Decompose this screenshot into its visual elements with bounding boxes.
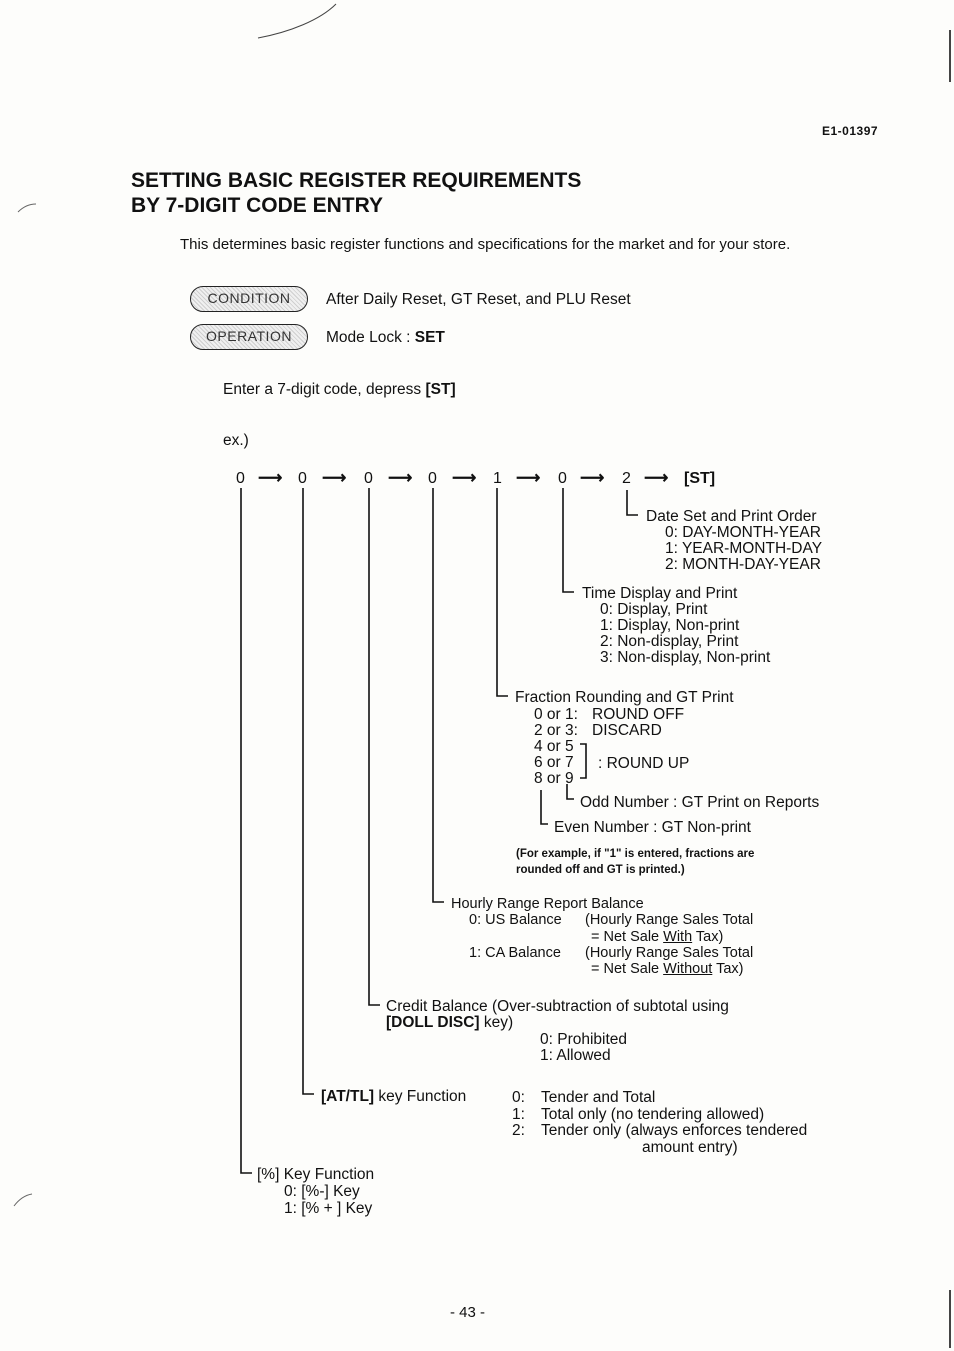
operation-badge: OPERATION [190, 324, 308, 350]
attl-code: 1: [512, 1106, 525, 1123]
fraction-code: 8 or 9 [534, 770, 574, 787]
fraction-value: DISCARD [592, 722, 662, 739]
hourly-title: Hourly Range Report Balance [451, 896, 644, 912]
time-display-option: 0: Display, Print [600, 601, 708, 618]
page-title [131, 168, 581, 218]
attl-code: 0: [512, 1089, 525, 1106]
percent-key-option: 1: [% + ] Key [284, 1200, 373, 1217]
attl-label: key Function [374, 1088, 467, 1105]
document-id: E1-01397 [822, 124, 879, 138]
arrow-icon: ⟶ [580, 468, 605, 487]
title-line-2: BY 7-DIGIT CODE ENTRY [131, 194, 384, 217]
mode-lock-label: Mode Lock : [326, 329, 415, 346]
title-line-1: SETTING BASIC REGISTER REQUIREMENTS [131, 169, 582, 192]
arrow-icon: ⟶ [452, 468, 477, 487]
code-digit-7: 2 [622, 470, 631, 487]
example-label: ex.) [223, 432, 249, 449]
arrow-icon: ⟶ [516, 468, 541, 487]
time-display-option: 1: Display, Non-print [600, 617, 740, 634]
hourly-ca-formula [591, 961, 743, 977]
formula-emphasis: Without [663, 961, 713, 977]
arrow-icon: ⟶ [322, 468, 347, 487]
arrow-icon: ⟶ [644, 468, 669, 487]
credit-option: 0: Prohibited [540, 1031, 628, 1048]
fraction-code: 2 or 3: [534, 722, 578, 739]
condition-text: After Daily Reset, GT Reset, and PLU Reset [326, 291, 631, 308]
credit-key-suffix: key) [479, 1014, 514, 1031]
code-digit-4: 0 [428, 470, 437, 487]
attl-key: [AT/TL] [321, 1088, 375, 1105]
hourly-us-label: 0: US Balance [469, 912, 562, 928]
code-digit-2: 0 [298, 470, 307, 487]
fraction-code: 4 or 5 [534, 738, 574, 755]
doll-disc-key: [DOLL DISC] [386, 1014, 480, 1031]
attl-option-continued: amount entry) [642, 1139, 738, 1156]
hourly-us-desc: (Hourly Range Sales Total [585, 912, 754, 928]
date-order-option: 0: DAY-MONTH-YEAR [665, 524, 821, 541]
fraction-note [516, 846, 754, 878]
formula-text: Tax) [692, 929, 724, 945]
fraction-code: 0 or 1: [534, 706, 578, 723]
st-key: [ST] [684, 470, 716, 487]
attl-option: Total only (no tendering allowed) [541, 1106, 765, 1123]
date-order-section [646, 509, 822, 573]
mode-lock-value: SET [414, 329, 445, 346]
attl-option: Tender only (always enforces tendered [541, 1122, 808, 1139]
formula-text: = Net Sale [591, 961, 664, 977]
attl-option: Tender and Total [541, 1089, 656, 1106]
credit-title: Credit Balance (Over-subtraction of subtotal using [386, 998, 729, 1015]
fraction-value: ROUND OFF [592, 706, 685, 723]
percent-key-option: 0: [%-] Key [284, 1183, 360, 1200]
arrow-icon: ⟶ [388, 468, 413, 487]
code-digit-6: 0 [558, 470, 567, 487]
formula-text: = Net Sale [591, 929, 664, 945]
hourly-us-formula [591, 929, 723, 945]
code-digit-1: 0 [236, 470, 245, 487]
odd-number-text: Odd Number : GT Print on Reports [580, 794, 820, 811]
credit-key-line [386, 1014, 513, 1032]
arrow-icon: ⟶ [258, 468, 283, 487]
fraction-note-line: (For example, if "1" is entered, fractions are [516, 848, 755, 860]
time-display-section [582, 586, 770, 666]
attl-title [321, 1088, 466, 1106]
percent-key-title: [%] Key Function [257, 1166, 375, 1183]
time-display-option: 2: Non-display, Print [600, 633, 739, 650]
time-display-title: Time Display and Print [582, 585, 738, 602]
attl-code: 2: [512, 1122, 525, 1139]
instruction-key: [ST] [425, 381, 456, 398]
instruction-text: Enter a 7-digit code, depress [223, 381, 426, 398]
hourly-ca-label: 1: CA Balance [469, 945, 561, 961]
code-digit-5: 1 [493, 470, 502, 487]
time-display-option: 3: Non-display, Non-print [600, 649, 771, 666]
page-number: - 43 - [450, 1304, 486, 1321]
fraction-code: 6 or 7 [534, 754, 574, 771]
even-number-text: Even Number : GT Non-print [554, 819, 751, 836]
percent-key-section [257, 1166, 374, 1217]
credit-option: 1: Allowed [540, 1047, 611, 1064]
formula-text: Tax) [712, 961, 744, 977]
condition-badge: CONDITION [190, 286, 308, 312]
code-digit-3: 0 [364, 470, 373, 487]
fraction-title: Fraction Rounding and GT Print [515, 689, 734, 706]
hourly-ca-desc: (Hourly Range Sales Total [585, 945, 754, 961]
intro-text: This determines basic register functions and specifications for the market and for your store. [180, 236, 791, 253]
formula-emphasis: With [663, 929, 693, 945]
date-order-option: 2: MONTH-DAY-YEAR [665, 556, 821, 573]
round-up-label: : ROUND UP [598, 755, 690, 772]
operation-text [326, 329, 445, 347]
instruction [223, 381, 456, 399]
date-order-title: Date Set and Print Order [646, 508, 817, 525]
fraction-note-line: rounded off and GT is printed.) [516, 864, 685, 876]
date-order-option: 1: YEAR-MONTH-DAY [665, 540, 823, 557]
